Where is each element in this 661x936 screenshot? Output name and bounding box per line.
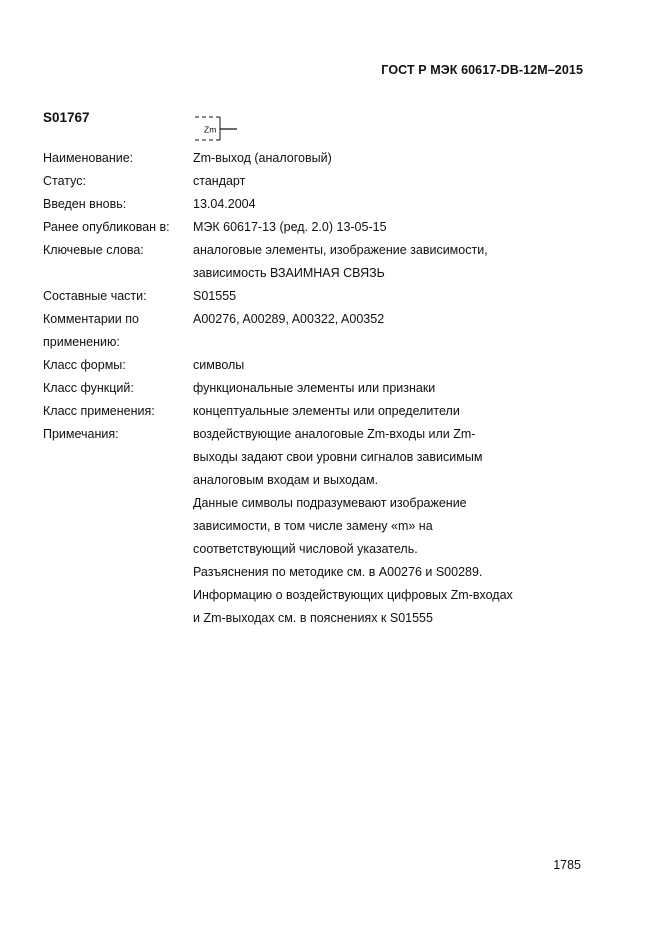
attribute-row [43, 377, 563, 400]
attribute-label-line: Составные части: [43, 289, 147, 303]
attribute-label-line: Наименование: [43, 151, 134, 165]
attribute-label-line: Введен вновь: [43, 197, 127, 211]
attribute-value-line: Информацию о воздействующих цифровых Zm-входах [193, 588, 513, 602]
attribute-value [193, 170, 563, 193]
attribute-label-line: Комментарии по [43, 312, 139, 326]
attribute-label-line: Класс функций: [43, 381, 134, 395]
attribute-value-line: S01555 [193, 289, 237, 303]
attribute-row [43, 193, 563, 216]
attribute-row [43, 285, 563, 308]
attribute-label-line: Примечания: [43, 427, 119, 441]
attribute-row [43, 400, 563, 423]
attribute-value-line: стандарт [193, 174, 246, 188]
attribute-value [193, 377, 563, 400]
attribute-label-line: Класс применения: [43, 404, 155, 418]
attribute-label [43, 193, 193, 216]
attribute-value [193, 423, 563, 630]
attribute-value-line: функциональные элементы или признаки [193, 381, 436, 395]
attribute-value-line: воздействующие аналоговые Zm-входы или Zm- [193, 427, 476, 441]
symbol-code: S01767 [43, 110, 90, 125]
attribute-value [193, 147, 563, 170]
attribute-row [43, 170, 563, 193]
attribute-row [43, 147, 563, 170]
attribute-label [43, 239, 193, 285]
attribute-value [193, 308, 563, 354]
attribute-label-line: Ключевые слова: [43, 243, 144, 257]
attribute-label-line: Класс формы: [43, 358, 126, 372]
attribute-value [193, 285, 563, 308]
attribute-value-line: Zm-выход (аналоговый) [193, 151, 332, 165]
attribute-row [43, 239, 563, 285]
attribute-label-line: применению: [43, 335, 120, 349]
attribute-label [43, 308, 193, 354]
attribute-value [193, 193, 563, 216]
attribute-value-line: МЭК 60617-13 (ред. 2.0) 13-05-15 [193, 220, 387, 234]
document-header: ГОСТ Р МЭК 60617-DB-12М–2015 [381, 63, 583, 77]
attribute-value-line: A00276, A00289, A00322, A00352 [193, 312, 385, 326]
attribute-label [43, 216, 193, 239]
attribute-value-line: аналоговым входам и выходам. [193, 473, 379, 487]
attribute-label [43, 354, 193, 377]
attribute-value-line: соответствующий числовой указатель. [193, 542, 418, 556]
attribute-label-line: Статус: [43, 174, 86, 188]
attribute-value [193, 400, 563, 423]
attribute-label [43, 170, 193, 193]
attribute-row [43, 216, 563, 239]
zm-output-analog-icon [193, 114, 241, 149]
attribute-label-line: Ранее опубликован в: [43, 220, 170, 234]
attribute-value-line: зависимости, в том числе замену «m» на [193, 519, 433, 533]
attribute-row [43, 308, 563, 354]
attribute-row [43, 354, 563, 377]
attribute-value-line: Разъяснения по методике см. в A00276 и S00289. [193, 565, 483, 579]
attribute-value-line: выходы задают свои уровни сигналов зависимым [193, 450, 483, 464]
attribute-label [43, 423, 193, 630]
attribute-value-line: и Zm-выходах см. в пояснениях к S01555 [193, 611, 433, 625]
attribute-value-line: символы [193, 358, 245, 372]
attribute-value-line: Данные символы подразумевают изображение [193, 496, 467, 510]
attribute-value [193, 354, 563, 377]
attribute-value [193, 216, 563, 239]
attribute-table [43, 147, 563, 630]
attribute-label [43, 285, 193, 308]
attribute-label [43, 147, 193, 170]
attribute-value-line: зависимость ВЗАИМНАЯ СВЯЗЬ [193, 266, 385, 280]
page-number: 1785 [553, 858, 581, 872]
attribute-row [43, 423, 563, 630]
symbol-icon-label: Zm [204, 124, 217, 135]
attribute-label [43, 400, 193, 423]
attribute-value-line: аналоговые элементы, изображение зависимости, [193, 243, 488, 257]
attribute-label [43, 377, 193, 400]
attribute-value-line: 13.04.2004 [193, 197, 256, 211]
attribute-value-line: концептуальные элементы или определители [193, 404, 460, 418]
attribute-value [193, 239, 563, 285]
